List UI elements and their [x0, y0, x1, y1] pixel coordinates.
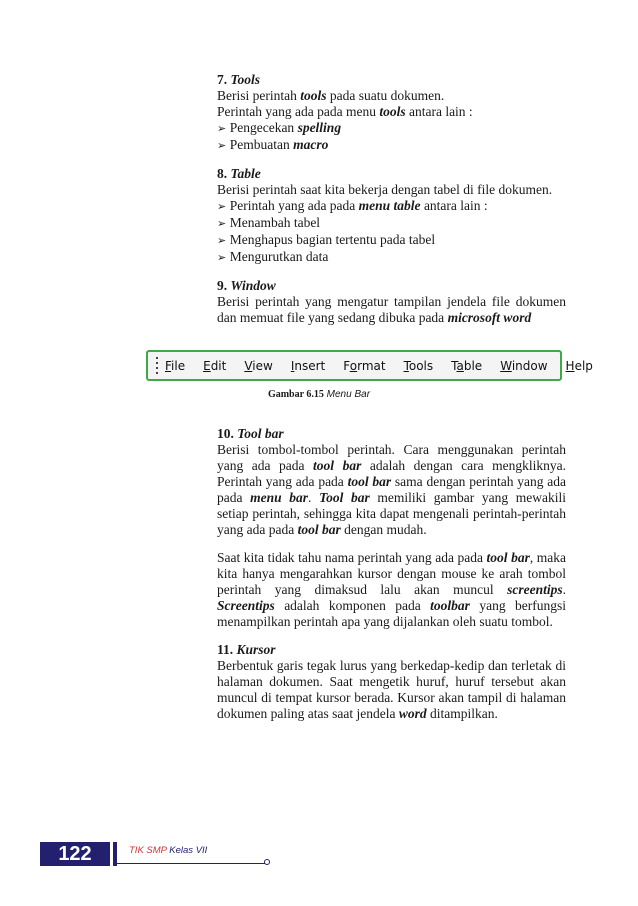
content-bottom	[217, 426, 566, 734]
footer-line	[117, 863, 265, 864]
text-run: adalah komponen pada	[274, 598, 431, 613]
section-heading: 7. Tools	[217, 72, 261, 87]
bullet-item: ➢ Menambah tabel	[217, 215, 566, 232]
text-line: Perintah yang ada pada menu tools antara lain :	[217, 104, 473, 119]
section-heading: 9. Window	[217, 278, 276, 293]
section-window	[217, 278, 566, 326]
emphasis-term: menu bar	[250, 490, 309, 505]
text-run: ditampilkan.	[426, 706, 498, 721]
menu-bar-figure	[146, 350, 593, 381]
menu-window[interactable]: Window	[500, 358, 548, 373]
paragraph	[217, 442, 566, 538]
text-run: dengan mudah.	[340, 522, 427, 537]
figure-caption: Gambar 6.15 Menu Bar	[267, 389, 371, 400]
emphasis-term: tool bar	[347, 474, 392, 489]
page-number: 122	[40, 842, 110, 866]
emphasis-term: toolbar	[430, 598, 470, 613]
paragraph	[217, 550, 566, 630]
menu-tools[interactable]: Tools	[403, 358, 434, 373]
menu-insert[interactable]: Insert	[290, 358, 326, 373]
section-tools	[217, 72, 566, 154]
section-toolbar	[217, 426, 566, 630]
toolbar-grip-icon	[156, 357, 158, 374]
paragraph	[217, 658, 566, 722]
text-run: memiliki gambar yang mewakili setiap perintah, sehingga kita dapat mengenali perintah-perintah yang ada pada	[217, 490, 567, 537]
bullet-item: ➢ Menghapus bagian tertentu pada tabel	[217, 232, 566, 249]
emphasis-term: tool bar	[313, 458, 362, 473]
footer-title: TIK SMP Kelas VII	[129, 845, 208, 856]
bullet-item: ➢ Mengurutkan data	[217, 249, 566, 266]
section-heading: 8. Table	[217, 166, 261, 181]
footer-circle-icon	[264, 859, 270, 865]
text-run: .	[308, 490, 320, 505]
text-run: Berisi tombol-tombol perintah. Cara menggunakan perintah yang ada pada	[217, 442, 566, 473]
bullet-item: ➢ Pembuatan macro	[217, 137, 566, 154]
section-heading: 10. Tool bar	[217, 426, 284, 441]
menu-help[interactable]: Help	[565, 358, 593, 373]
paragraph: Berisi perintah yang mengatur tampilan jendela file dokumen dan memuat file yang sedang dibuka pada microsoft word	[217, 294, 566, 325]
section-table	[217, 166, 566, 266]
text-run: yang berfungsi menampilkan perintah apa yang dijalankan oleh suatu tombol.	[217, 598, 566, 629]
section-heading: 11. Kursor	[217, 642, 276, 657]
section-kursor	[217, 642, 566, 722]
emphasis-term: word	[398, 706, 427, 721]
emphasis-term: Screentips	[217, 598, 275, 613]
menu-file[interactable]: File	[165, 358, 186, 373]
text-line: Berisi perintah tools pada suatu dokumen.	[217, 88, 445, 103]
text-run: adalah dengan cara mengkliknya. Perintah yang ada pada	[217, 458, 566, 489]
menu-format[interactable]: Format	[343, 358, 386, 373]
text-run: Berbentuk garis tegak lurus yang berkedap-kedip dan terletak di halaman dokumen. Saat mengetik huruf, huruf tersebut akan muncul di tempat kursor berada. Kursor akan tampil di halaman dokumen paling atas saat jendela	[217, 658, 566, 721]
menu-view[interactable]: View	[244, 358, 273, 373]
text-run: Saat kita tidak tahu nama perintah yang ada pada	[217, 550, 487, 565]
bullet-item: ➢ Perintah yang ada pada menu table antara lain :	[217, 198, 566, 215]
text-run: .	[562, 582, 566, 597]
text-run: , maka kita hanya mengarahkan kursor dengan mouse ke arah tombol perintah yang dimaksud lalu akan muncul	[217, 550, 566, 597]
menu-edit[interactable]: Edit	[203, 358, 227, 373]
emphasis-term: tool bar	[486, 550, 530, 565]
text-line: Berisi perintah saat kita bekerja dengan tabel di file dokumen.	[217, 182, 553, 197]
bullet-item: ➢ Pengecekan spelling	[217, 120, 566, 137]
emphasis-term: tool bar	[297, 522, 341, 537]
text-run: sama dengan perintah yang ada pada	[217, 474, 566, 505]
emphasis-term: Tool bar	[319, 490, 370, 505]
content-top	[217, 72, 566, 338]
menu-table[interactable]: Table	[451, 358, 483, 373]
emphasis-term: screentips	[507, 582, 563, 597]
